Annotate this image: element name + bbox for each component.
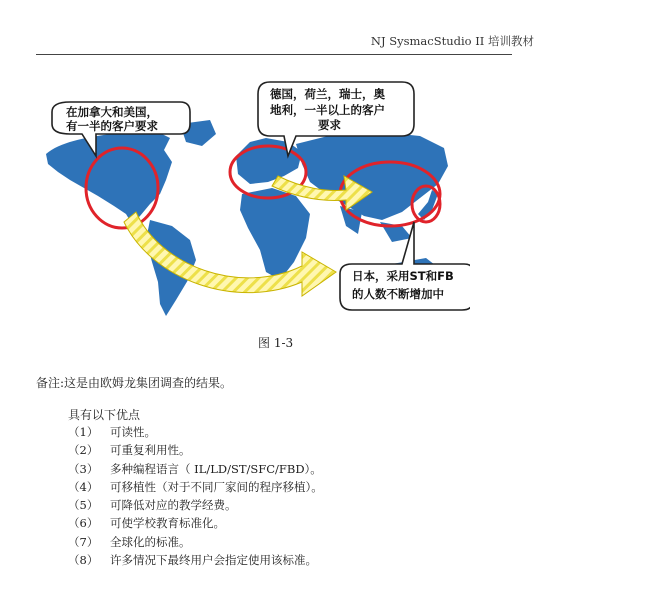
world-map-figure [40, 76, 470, 326]
jp-callout-line2: 的人数不断增加中 [352, 287, 444, 301]
world-map-svg [40, 76, 470, 326]
list-item [68, 479, 323, 497]
list-item [68, 442, 323, 460]
item-text: 多种编程语言（ IL/LD/ST/SFC/FBD）。 [110, 461, 322, 476]
na-callout-line2: 有一半的客户要求 [66, 119, 158, 133]
item-text: 可重复利用性。 [110, 443, 191, 458]
list-item [68, 534, 323, 552]
eu-callout-line3: 要求 [318, 118, 341, 132]
figure-caption: 图 1-3 [258, 336, 294, 350]
advantages-list [68, 424, 323, 570]
list-item [68, 461, 323, 479]
survey-note: 备注:这是由欧姆龙集团调查的结果。 [36, 376, 233, 390]
list-item [68, 497, 323, 515]
item-text: 可移植性（对于不同厂家间的程序移植）。 [110, 479, 323, 494]
eu-callout-line2: 地利，一半以上的客户 [270, 103, 385, 117]
africa-shape [240, 188, 310, 280]
list-item [68, 424, 323, 442]
item-number: （5） [68, 498, 99, 513]
item-number: （4） [68, 479, 99, 494]
item-number: （8） [68, 553, 99, 568]
item-text: 全球化的标准。 [110, 534, 191, 549]
item-text: 许多情况下最终用户会指定使用该标准。 [110, 553, 317, 568]
advantages-heading: 具有以下优点 [68, 408, 141, 422]
item-number: （6） [68, 516, 99, 531]
eu-callout-line1: 德国，荷兰，瑞士，奥 [270, 87, 385, 101]
item-number: （1） [68, 425, 99, 439]
item-number: （7） [68, 534, 99, 549]
jp-callout-line1: 日本，采用ST和FB [352, 269, 454, 283]
list-item [68, 552, 323, 570]
na-callout-line1: 在加拿大和美国， [66, 105, 158, 119]
item-text: 可使学校教育标准化。 [110, 516, 225, 531]
header-divider [36, 54, 512, 55]
list-item [68, 515, 323, 533]
item-text: 可降低对应的教学经费。 [110, 498, 237, 513]
item-number: （2） [68, 443, 99, 458]
page-header-title: NJ SysmacStudio II 培训教材 [370, 34, 534, 48]
item-text: 可读性。 [110, 425, 156, 439]
item-number: （3） [68, 461, 99, 476]
